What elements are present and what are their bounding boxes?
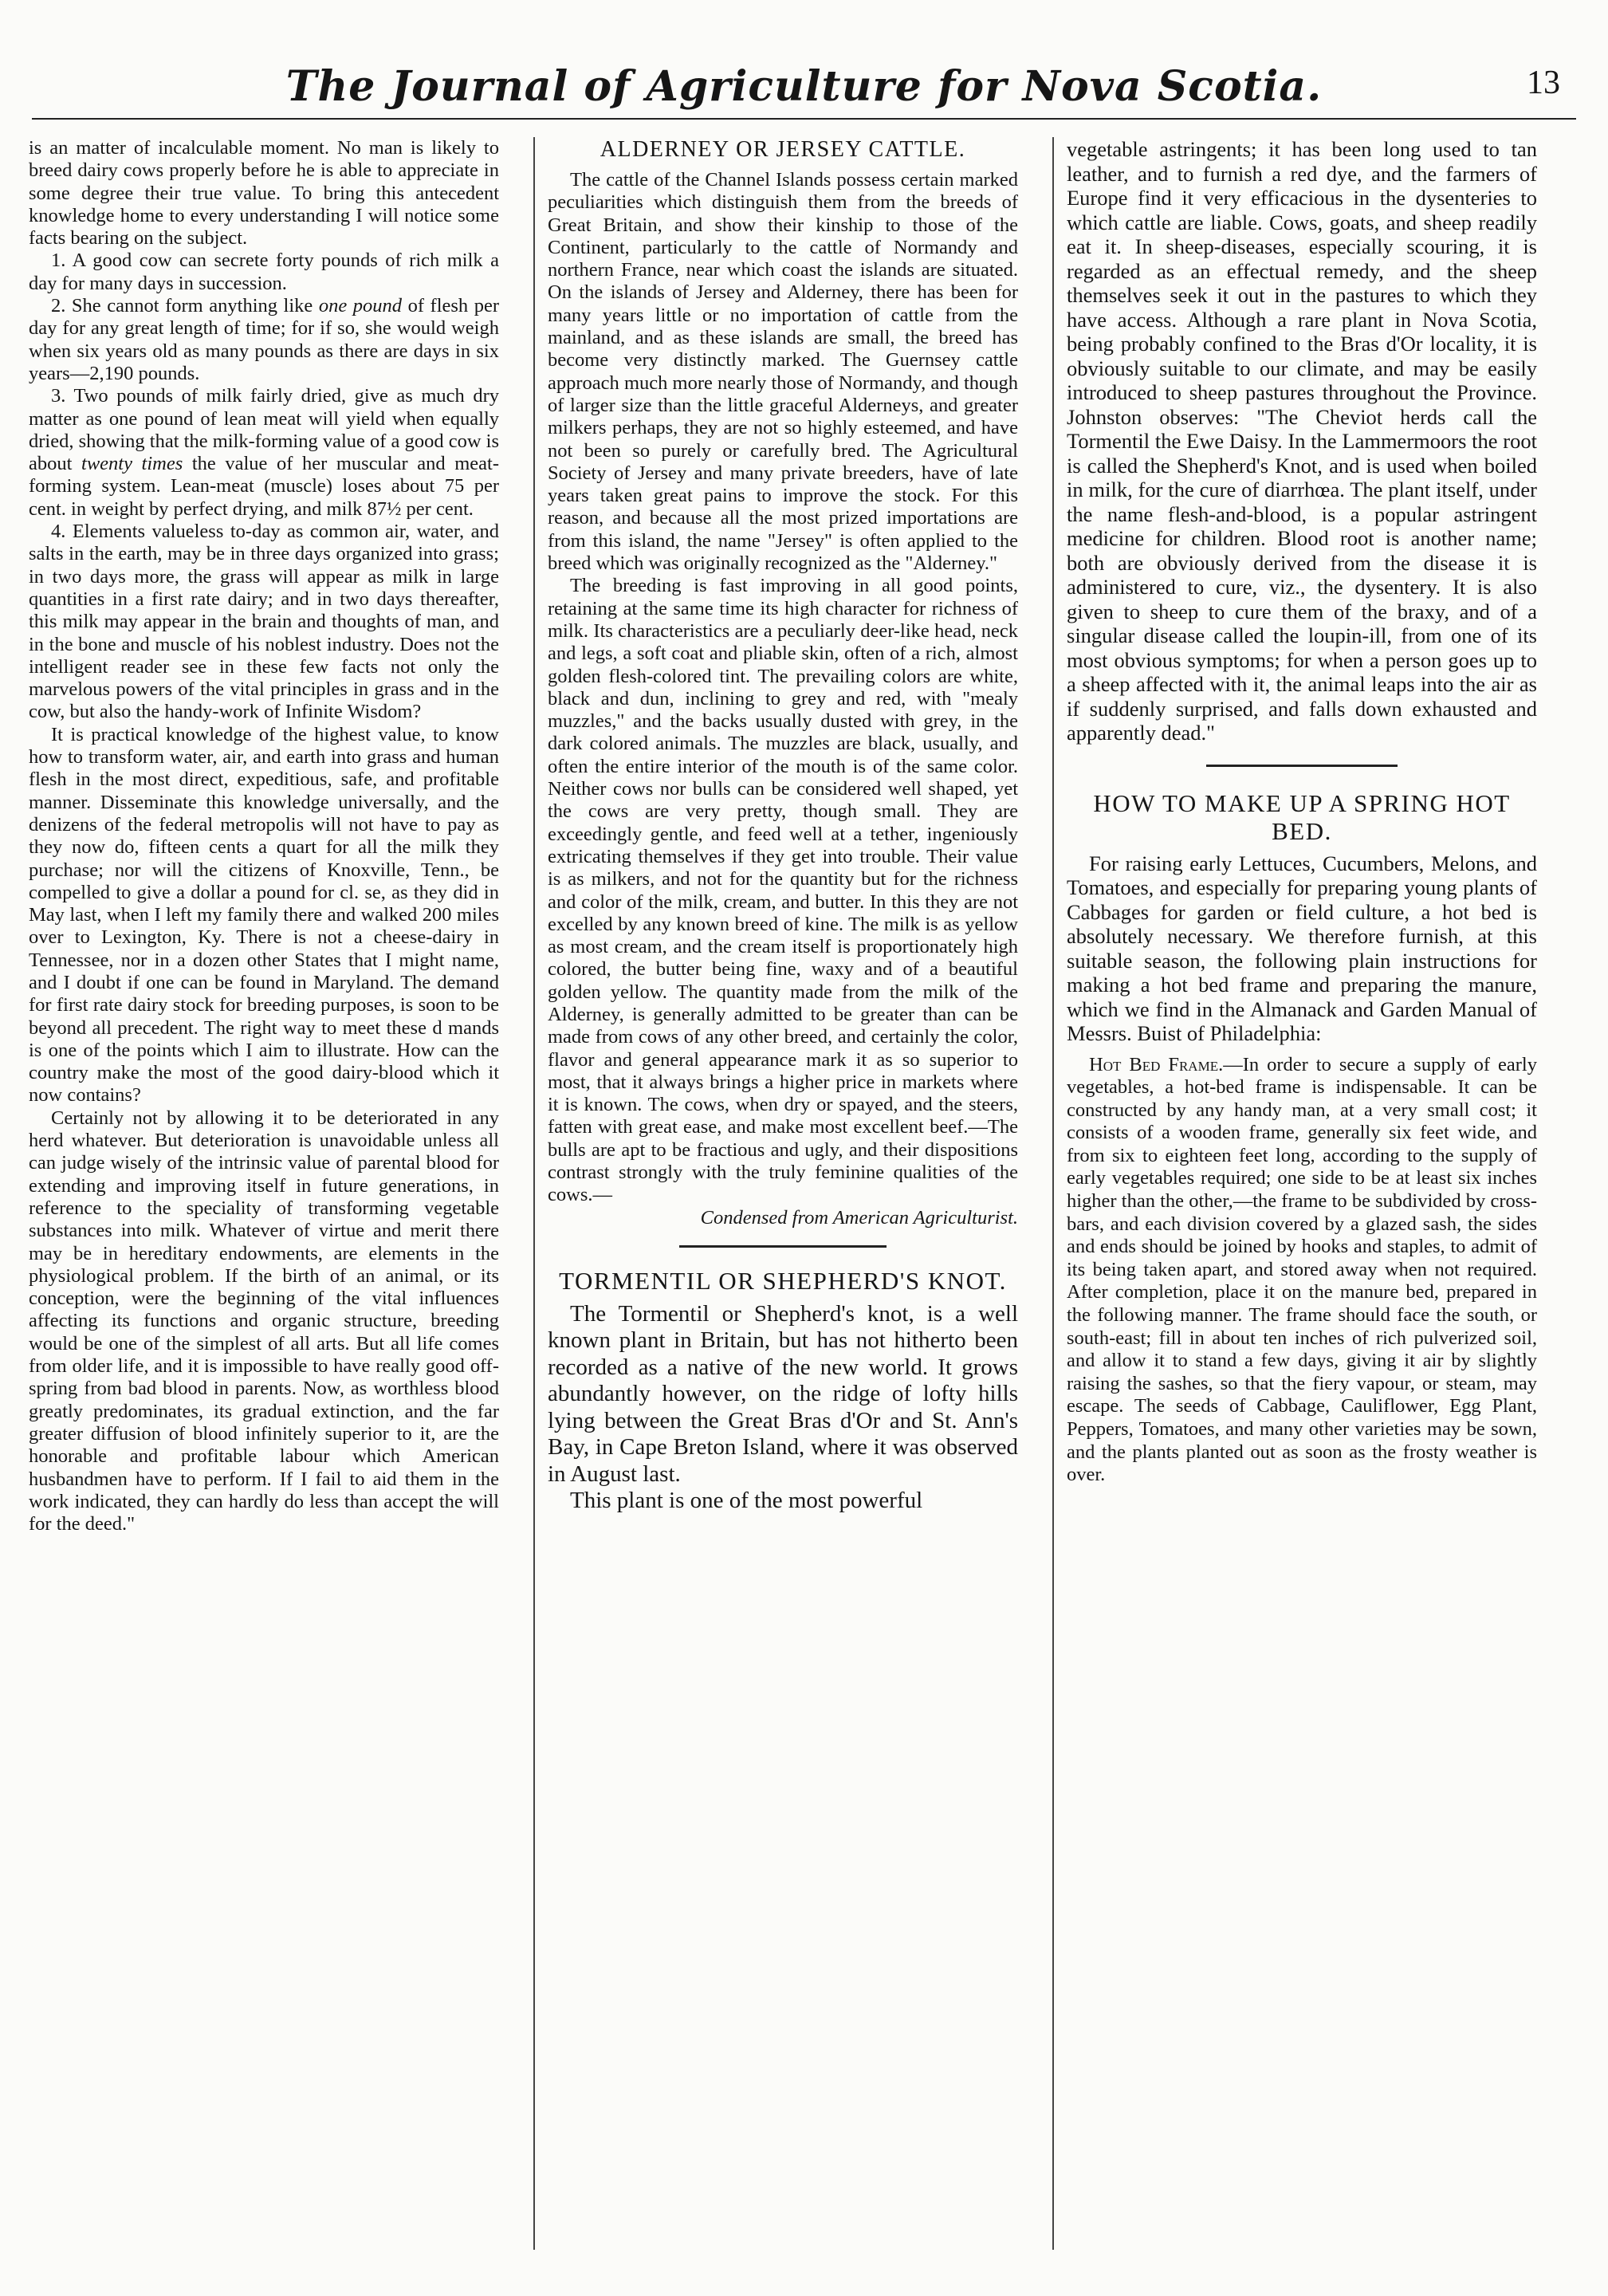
article-heading-tormentil: TORMENTIL OR SHEPHERD'S KNOT. bbox=[559, 1266, 1007, 1295]
article-heading-hot-bed: HOW TO MAKE UP A SPRING HOT BED. bbox=[1093, 788, 1511, 845]
column-rule-2 bbox=[1052, 137, 1054, 2250]
col2-paragraph: The breeding is fast improving in all good points, retaining at the same time its high character for richness of milk. Its characteristics are a peculiarly deer-like head, neck and legs, a soft coat and pliable skin, often of a rich, almost golden flesh-colored tint. The prevailing colors are white, black and dun, inclining to grey and red, with "mealy muzzles," and the backs usually dusted with grey, in the dark colored animals. The muzzles are black, usually, and often the entire interior of the mouth is of the same color. Neither cows nor bulls can be considered well shaped, yet the cows are very pretty, though small. They are exceedingly gentle, and feed well at a tether, ingeniously extricating themselves if they get into trouble. Their value is as milkers, and not for the quantity but for the richness and color of the milk, cream, and butter. In this they are not excelled by any known breed of kine. The milk is as yellow as most cream, and the cream itself is proportionately high colored, the butter being fine, waxy and of a beautiful golden yellow. The quantity made from the milk of the Alderney, is generally admitted to be greater than can be made from cows of any other breed, and certainly the color, flavor and general appearance mark it as so superior to most, that it always brings a higher price in markets where it is known. The cows, when dry or spayed, and the steers, fatten with great ease, and make most excellent beef.—The bulls are apt to be fractious and ugly, and their dispositions contrast strongly with the truly feminine qualities of the cows.— bbox=[548, 575, 1018, 1206]
col3-paragraph: vegetable astringents; it has been long used to tan leather, and to furnish a red dye, and the farmers of Europe find it very efficacious in the dysenteries to which cattle are liable. Cows, goats, and sheep readily eat it. In sheep-diseases, especially scouring, it is regarded as an effectual remedy, and the sheep themselves seek it out in the pastures to which they have access. Although a rare plant in Nova Scotia, being probably confined to the Bras d'Or locality, it is obviously suitable to our climate, and may be easily introduced to sheep pastures throughout the Province. Johnston observes: "The Cheviot herds call the Tormentil the Ewe Daisy. In the Lammermoors the root is called the Shepherd's Knot, and is used when boiled in milk, for the cure of diarrhœa. The plant itself, under the name flesh-and-blood, is a popular astringent medicine for children. Blood root is another name; both are obviously derived from the disease it is administered to cure, viz., the dysentery. It is also given to sheep to cure them of the braxy, and of a singular disease called the loupin-ill, from one of its most obvious symptoms; for when a person goes up to a sheep affected with it, the animal leaps into the air as if suddenly surprised, and falls down exhausted and apparently dead." bbox=[1067, 137, 1537, 745]
col3-paragraph: Hot Bed Frame.—In order to secure a supply of early vegetables, a hot-bed frame is indispensable. It can be constructed by any handy man, at a very small cost; it consists of a wooden frame, generally six feet wide, and from six to eighteen feet long, according to the supply of early vegetables required; one side to be at least six inches higher than the other,—the frame to be subdivided by cross-bars, and each division covered by a glazed sash, the sides and ends should be joined by hooks and staples, to admit of its being taken apart, and stored away when not required. After completion, place it on the manure bed, prepared in the following manner. The frame should face the south, or south-east; fill in about ten inches of rich pulverized soil, and allow it to stand a few days, giving it air by slightly raising the sashes, so that the fiery vapour, or steam, may escape. The seeds of Cabbage, Cauliflower, Egg Plant, Peppers, Tomatoes, and many other varieties may be sown, and the plants planted out as soon as the frosty weather is over. bbox=[1067, 1053, 1537, 1486]
section-divider bbox=[679, 1245, 887, 1248]
page-header bbox=[32, 46, 1576, 120]
column-3 bbox=[1067, 137, 1537, 1487]
col2-paragraph: The cattle of the Channel Islands possess certain marked peculiarities which distinguish them from the breeds of Great Britain, and show their kinship to those of the Continent, particularly to the cattle of Normandy and northern France, near which coast the islands are situated. On the islands of Jersey and Alderney, there has been for many years little or no importation of cattle from the mainland, and as these islands are small, the breed has become very distinctly marked. The Guernsey cattle approach much more nearly those of Normandy, and though of larger size than the little graceful Alderneys, and greater milkers perhaps, they are not so highly esteemed, and have not been so purely or carefully bred. The Agricultural Society of Jersey and many private breeders, have of late years taken great pains to improve the stock. For this reason, and because all the most prized importations are from this island, the name "Jersey" is often applied to the breed which was originally recognized as the "Alderney." bbox=[548, 169, 1018, 575]
article-heading-alderney: ALDERNEY OR JERSEY CATTLE. bbox=[600, 137, 966, 162]
col1-paragraph: 4. Elements valueless to-day as common air, water, and salts in the earth, may be in three days organized into grass; in two days more, the grass will appear as milk in large quantities in a first rate dairy; and in two days thereafter, this milk may appear in the brain and thoughts of man, and in the bone and muscle of his noblest industry. Does not the intelligent reader see in these few facts not only the marvelous powers of the vital principles in grass and in the cow, but also the handy-work of Infinite Wisdom? bbox=[29, 521, 499, 723]
col1-paragraph: 3. Two pounds of milk fairly dried, give as much dry matter as one pound of lean meat will yield when equally dried, showing that the milk-forming value of a good cow is about twenty times the value of her muscular and meat-forming system. Lean-meat (muscle) loses about 75 per cent. in weight by perfect drying, and milk 87½ per cent. bbox=[29, 385, 499, 520]
col1-paragraph: Certainly not by allowing it to be deteriorated in any herd whatever. But deterioration is unavoidable unless all can judge wisely of the intrinsic value of parental blood for extending and improving itself in future generations, in reference to the speciality of transforming vegetable substances into milk. Whatever of virtue and merit there may be in hereditary endowments, are elements in the physiological problem. If the birth of an animal, or its conception, were the beginning of the vital influences affecting its functions and organic structure, breeding would be one of the simplest of all arts. But all life comes from older life, and it is impossible to have really good off-spring from bad blood in parents. Now, as worthless blood greatly predominates, its gradual extinction, and the far greater diffusion of blood infinitely superior to it, are the honorable and profitable labour which American husbandmen have to perform. If I fail to aid them in the work indicated, they can hardly do less than accept the will for the deed." bbox=[29, 1107, 499, 1535]
section-divider bbox=[1206, 765, 1398, 767]
col1-paragraph: 2. She cannot form anything like one pound of flesh per day for any great length of time; for if so, she would weigh when six years old as many pounds as there are days in six years—2,190 pounds. bbox=[29, 295, 500, 384]
page-number: 13 bbox=[1527, 65, 1560, 101]
col1-paragraph: 1. A good cow can secrete forty pounds of rich milk a day for many days in succession. bbox=[29, 250, 499, 294]
column-1 bbox=[29, 137, 499, 1535]
masthead-title: The Journal of Agriculture for Nova Scotia. bbox=[285, 62, 1323, 111]
column-2 bbox=[548, 137, 1018, 1515]
col2-paragraph: This plant is one of the most powerful bbox=[570, 1488, 923, 1514]
article-credit: Condensed from American Agriculturist. bbox=[700, 1206, 1018, 1229]
col1-paragraph: It is practical knowledge of the highest value, to know how to transform water, air, and earth into grass and human flesh in the most direct, expeditious, safe, and profitable manner. Disseminate this knowledge universally, and the denizens of the federal metropolis will not have to pay as they now do, fifteen cents a quart for all the milk they purchase; nor will the citizens of Knoxville, Tenn., be compelled to give a dollar a pound for cl. se, as they did in May last, when I left my family there and walked 200 miles over to Lexington, Ky. There is not a cheese-dairy in Tennessee, nor in a dozen other States that I might name, and I doubt if one can be found in Maryland. The demand for first rate dairy stock for breeding purposes, is soon to be beyond all precedent. The right way to meet these d mands is one of the points which I aim to illustrate. How can the country make the most of the good dairy-blood which it now contains? bbox=[29, 723, 499, 1107]
col1-paragraph: is an matter of incalculable moment. No man is likely to breed dairy cows properly before he is able to appreciate in some degree their true value. To bring this antecedent knowledge home to every understanding I will notice some facts bearing on the subject. bbox=[29, 137, 499, 250]
col2-paragraph: The Tormentil or Shepherd's knot, is a well known plant in Britain, but has not hitherto been recorded as a native of the new world. It grows abundantly however, on the ridge of lofty hills lying between the Great Bras d'Or and St. Ann's Bay, in Cape Breton Island, where it was observed in August last. bbox=[548, 1300, 1018, 1487]
column-rule-1 bbox=[533, 137, 535, 2250]
col3-paragraph: For raising early Lettuces, Cucumbers, Melons, and Tomatoes, and especially for preparing young plants of Cabbages for garden or field culture, a hot bed is absolutely necessary. We therefore furnish, at this suitable season, the following plain instructions for making a hot bed frame and preparing the manure, which we find in the Almanack and Garden Manual of Messrs. Buist of Philadelphia: bbox=[1067, 851, 1537, 1045]
tormentil-article bbox=[548, 1267, 1018, 1515]
